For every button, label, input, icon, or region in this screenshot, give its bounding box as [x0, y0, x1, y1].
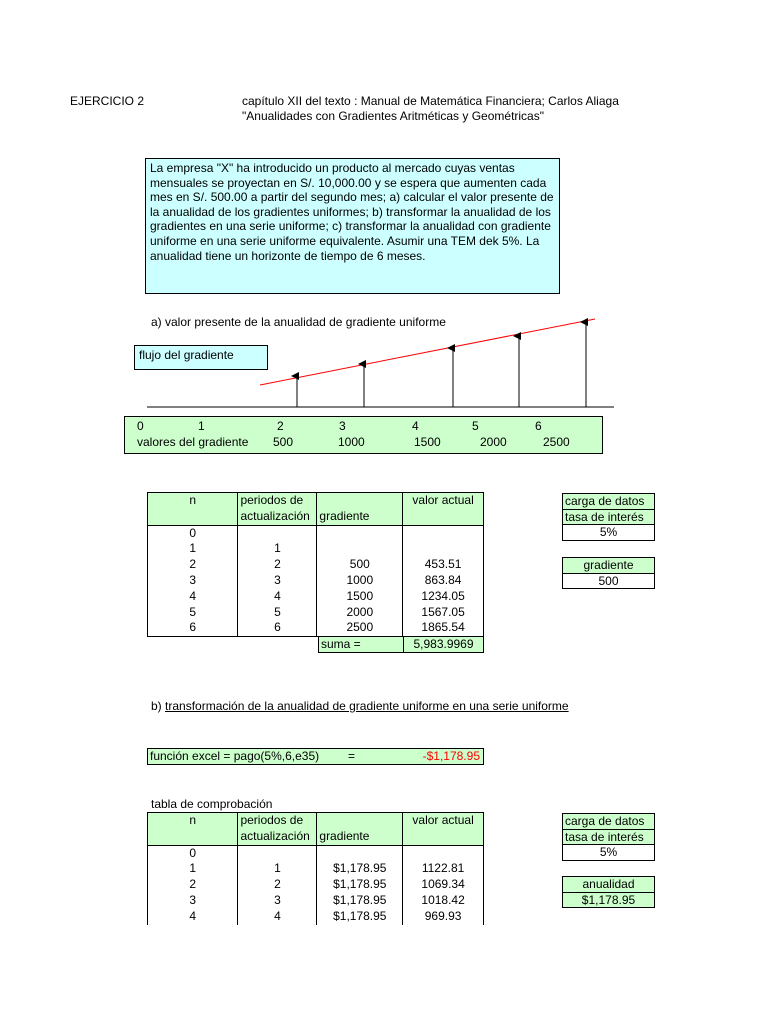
col-periods-header: periodos de [238, 493, 317, 509]
gradient-value[interactable]: 500 [563, 573, 655, 589]
flow-label: flujo del gradiente [139, 348, 234, 362]
check-table-title: tabla de comprobación [151, 797, 273, 811]
table-row: 5 5 2000 1567.05 [148, 605, 484, 621]
values-label: valores del gradiente [137, 435, 249, 449]
data-load-label: carga de datos [563, 814, 655, 830]
rate-label: tasa de interés [563, 509, 655, 525]
period-6: 6 [535, 419, 542, 433]
col-periods-header-2: actualización [238, 509, 317, 525]
rate-label: tasa de interés [563, 829, 655, 845]
annuity-panel [562, 876, 655, 908]
period-5: 5 [472, 419, 479, 433]
table-row: 4 4 $1,178.95 969.93 [148, 909, 484, 925]
col-gradient-header: gradiente [317, 509, 403, 525]
gradient-value-6: 2500 [543, 435, 570, 449]
table-row: 0 [148, 845, 484, 861]
gradient-value-3: 1000 [338, 435, 365, 449]
formula-label: función excel = pago(5%,6,e35) [150, 749, 320, 763]
gradient-flow-diagram [0, 0, 768, 420]
gradient-panel [562, 557, 655, 589]
table-row: 0 [148, 525, 484, 541]
period-4: 4 [412, 419, 419, 433]
table-row: 4 4 1500 1234.05 [148, 589, 484, 605]
table-row: 3 3 1000 863.84 [148, 573, 484, 589]
table-header-row-2: actualización gradiente [148, 829, 484, 845]
annuity-label: anualidad [563, 877, 655, 893]
gradient-trend-line [260, 319, 595, 385]
excel-formula-row [147, 748, 484, 765]
data-load-panel-a [562, 493, 655, 541]
table-header-row: n periodos de valor actual [148, 813, 484, 829]
gradient-value-2: 500 [273, 435, 294, 449]
period-2: 2 [277, 419, 284, 433]
section-b-prefix: b) [151, 699, 166, 713]
source-line-2: "Anualidades con Gradientes Aritméticas y Geométricas" [242, 109, 544, 123]
check-table [147, 812, 484, 925]
sum-label: suma = [318, 636, 404, 653]
section-a-title: a) valor presente de la anualidad de gradiente uniforme [151, 315, 446, 329]
col-n-header: n [148, 493, 238, 509]
period-3: 3 [339, 419, 346, 433]
section-b-title-text: transformación de la anualidad de gradiente uniforme en una serie uniforme [165, 699, 569, 713]
annuity-value[interactable]: $1,178.95 [563, 892, 655, 908]
period-0: 0 [137, 419, 144, 433]
formula-result[interactable]: -$1,178.95 [422, 749, 480, 763]
table-row: 2 2 500 453.51 [148, 557, 484, 573]
table-row: 1 1 [148, 541, 484, 557]
problem-statement: La empresa "X" ha introducido un producto al mercado cuyas ventas mensuales se proyectan en S/. 10,000.00 y se espera que aumenten cada mes en S/. 500.00 a partir del segundo mes; a) calcular el valor presente de la anualidad de los gradientes uniformes; b) transformar la anualidad de los gradientes en una serie uniforme; c) transformar la anualidad con gradiente uniforme en una serie uniforme equivalente. Asumir una TEM dek 5%. La anualidad tiene un horizonte de tiempo de 6 meses. [145, 158, 560, 294]
section-b-title [151, 699, 569, 714]
period-1: 1 [198, 419, 205, 433]
table-row: 1 1 $1,178.95 1122.81 [148, 861, 484, 877]
data-load-label: carga de datos [563, 494, 655, 510]
gradient-value-4: 1500 [414, 435, 441, 449]
gradient-value-5: 2000 [480, 435, 507, 449]
table-row: 6 6 2500 1865.54 [148, 620, 484, 636]
rate-value[interactable]: 5% [563, 845, 655, 861]
table-row: 2 2 $1,178.95 1069.34 [148, 877, 484, 893]
gradient-label: gradiente [563, 558, 655, 574]
present-value-table [147, 492, 484, 637]
exercise-title: EJERCICIO 2 [70, 94, 145, 108]
rate-value[interactable]: 5% [563, 525, 655, 541]
source-line-1: capítulo XII del texto : Manual de Matemática Financiera; Carlos Aliaga [242, 94, 619, 108]
period-value-strip [124, 416, 603, 454]
sum-value: 5,983.9969 [403, 636, 484, 653]
table-header-row-2 [148, 509, 484, 525]
table-header-row [148, 493, 484, 509]
table-row: 3 3 $1,178.95 1018.42 [148, 893, 484, 909]
formula-eq: = [348, 749, 356, 763]
data-load-panel-b [562, 813, 655, 861]
col-pv-header: valor actual [403, 493, 484, 509]
